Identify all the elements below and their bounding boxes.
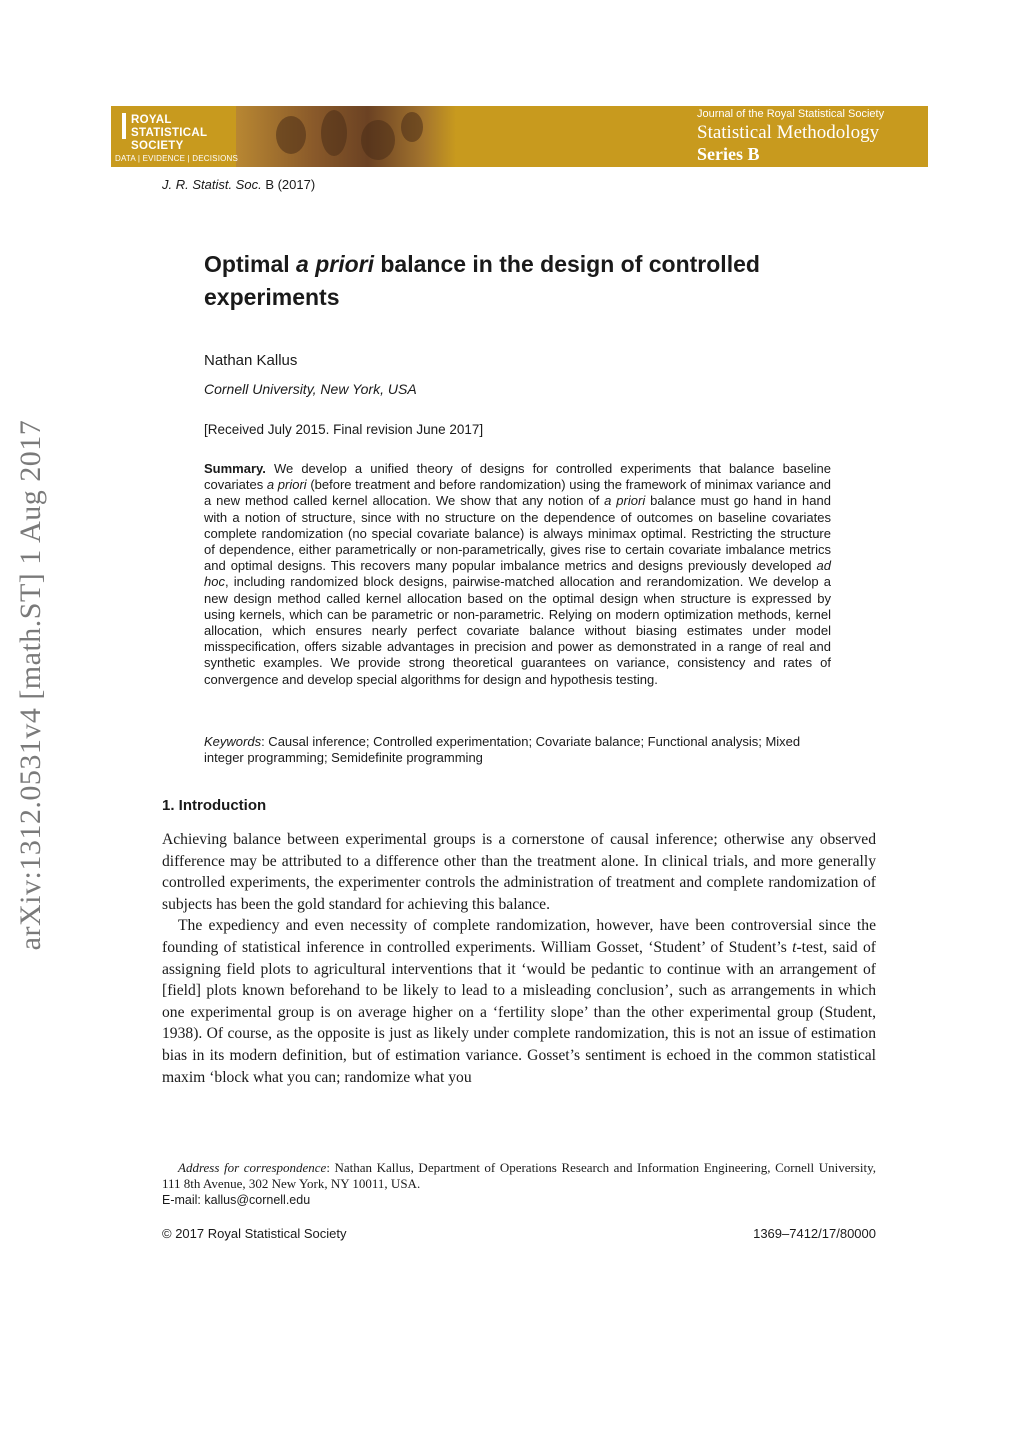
journal-banner [111,106,928,167]
rss-logo-bar [122,113,126,139]
summary-label: Summary. [204,461,266,476]
author-name: Nathan Kallus [204,352,298,369]
body-text [162,829,876,1088]
paragraph-1: Achieving balance between experimental groups is a cornerstone of causal inference; otherwise any observed difference may be attributed to a difference other than the treatment alone. In clinical trials, and more generally controlled experiments, the experimenter controls the administration of treatment and complete randomization of subjects has been the gold standard for achieving this balance. [162,831,876,913]
summary-italic-1: a priori [266,477,307,493]
footnote-label: Address for correspondence [178,1160,327,1175]
rss-logo-line1: ROYAL [131,114,172,126]
title-part1: Optimal [204,251,297,277]
section-heading: 1. Introduction [162,797,267,814]
arxiv-stamp-text: arXiv:1312.0531v4 [math.ST] 1 Aug 2017 [14,419,47,951]
author-affiliation: Cornell University, New York, USA [204,381,417,397]
journal-citation [162,177,315,192]
footnote-text: : Nathan Kallus, Department of Operations Research and Information Engineering, Cornell University, 111 8th Avenue, 302 New York, NY 10011, USA. [162,1160,876,1191]
keywords-label: Keywords [204,734,262,749]
paragraph-2-part1: The expediency and even necessity of complete randomization, however, have been controversial since the founding of statistical inference in controlled experiments. William Gosset, ‘Student’ of Student’s [162,917,876,956]
journal-society-name: Journal of the Royal Statistical Society [697,108,885,120]
rss-tagline: DATA | EVIDENCE | DECISIONS [115,154,239,163]
citation-rest: B (2017) [261,177,316,192]
citation-journal-abbrev: J. R. Statist. Soc. [162,177,262,192]
summary-italic-3: ad hoc [204,558,831,590]
rss-logo-line3: SOCIETY [131,140,184,152]
banner-photo [236,106,456,167]
arxiv-stamp [10,385,52,985]
received-dates: [Received July 2015. Final revision June 2017] [204,422,484,437]
summary-text-4: , including randomized block designs, pairwise-matched allocation and rerandomization. We develop a new design method called kernel allocation based on the optimal design when structure is expressed by using kernels, which can be parametric or non-parametric. Relying on modern optimization methods, kernel allocation, which ensures nearly perfect covariate balance without biasing estimates under model misspecification, offers sizable advantages in precision and power as demonstrated in a range of real and synthetic examples. We provide strong theoretical guarantees on variance, consistency and rates of convergence and develop special algorithms for design and hypothesis testing. [204,574,831,687]
title-part2: balance in the design of controlled experiments [204,251,760,310]
summary-abstract [204,461,831,688]
summary-text-1: We develop a unified theory of designs for controlled experiments that balance baseline covariates [204,461,831,493]
keywords [204,734,831,766]
summary-italic-2: a priori [604,493,646,509]
footnote-address [162,1160,876,1192]
title-italic: a priori [296,251,374,277]
footnote-email: E-mail: kallus@cornell.edu [162,1193,311,1207]
paper-title [204,248,864,314]
paragraph-2-italic: t [792,938,797,956]
paragraph-2 [162,915,876,1088]
copyright: © 2017 Royal Statistical Society [162,1226,347,1241]
issn: 1369–7412/17/80000 [753,1226,876,1241]
journal-name: Statistical Methodology [697,122,880,143]
summary-text-2: (before treatment and before randomization) using the framework of minimax variance and a new method called kernel allocation. We show that any notion of [204,477,831,509]
keywords-text: : Causal inference; Controlled experimentation; Covariate balance; Functional analysis; Mixed integer programming; Semidefinite programming [204,734,801,765]
journal-series: Series B [697,144,760,164]
summary-text-3: balance must go hand in hand with a notion of structure, since with no structure on the dependence of outcomes on baseline covariates complete randomization (no special covariate balance) is always minimax optimal. Restricting the structure of dependence, either parametrically or non-parametrically, gives rise to certain covariate imbalance metrics and optimal designs. This recovers many popular imbalance metrics and designs previously developed [204,493,831,574]
paragraph-2-part2: -test, said of assigning field plots to agricultural interventions that it ‘would be pedantic to continue with an arrangement of [field] plots known beforehand to be likely to lead to a misleading conclusion’, such as arrangements in which one experimental group is on average higher on a ‘fertility slope’ than the other experimental group (Student, 1938). Of course, as the opposite is just as likely under complete randomization, this is not an issue of estimation bias in its modern definition, but of estimation variance. Gosset’s sentiment is echoed in the common statistical maxim ‘block what you can; randomize what you [162,938,876,1086]
rss-logo-line2: STATISTICAL [131,127,208,139]
correspondence-footnote [162,1160,876,1208]
